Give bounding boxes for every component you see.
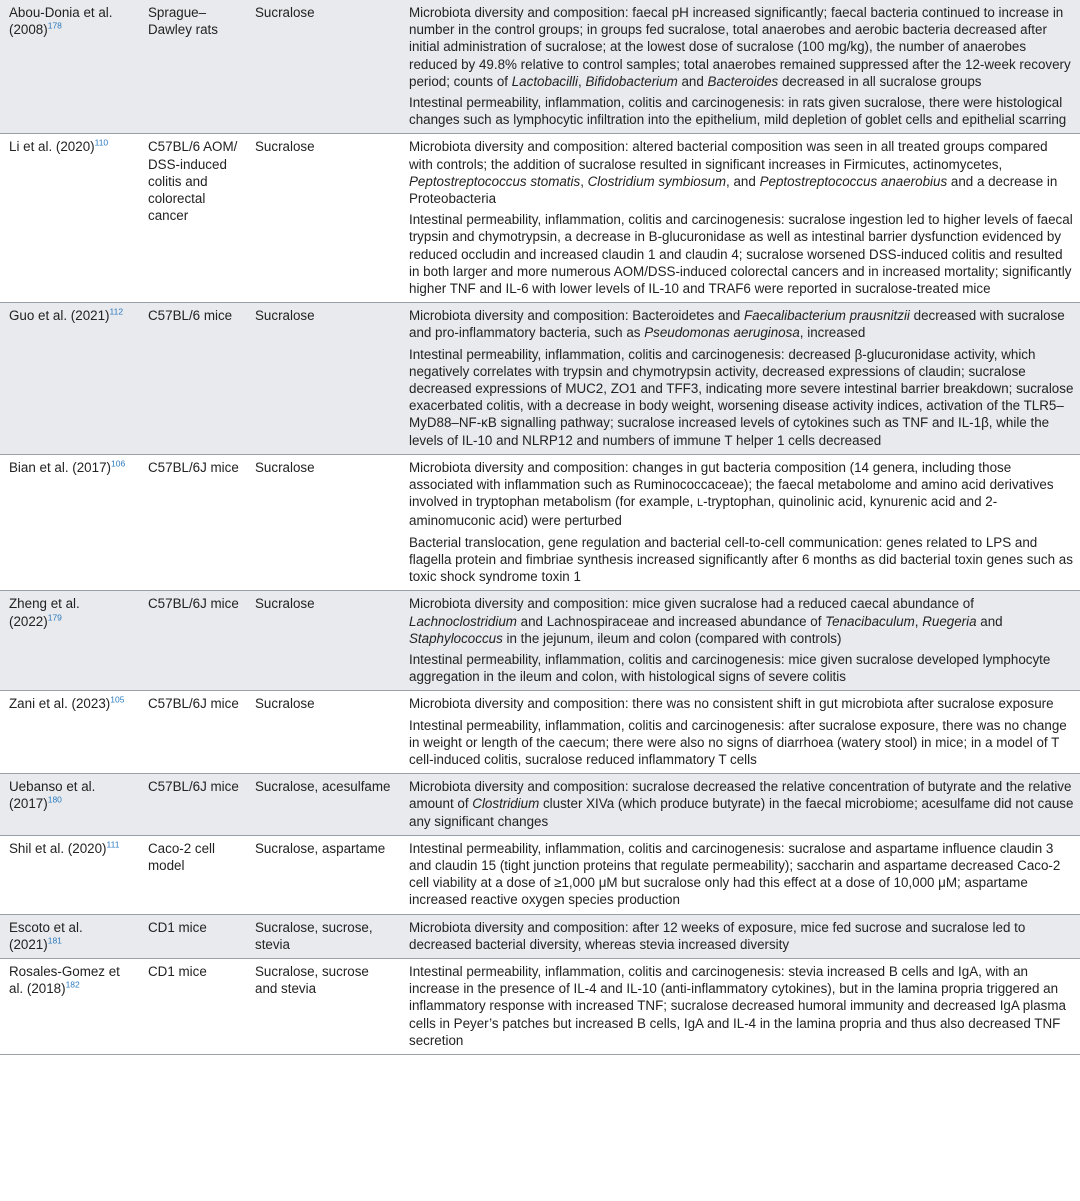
- study-citation: Li et al. (2020): [9, 139, 95, 155]
- table-row: [0, 959, 1080, 1055]
- finding-text: Bacterial translocation, gene regulation and bacterial cell-to-cell communication: genes related to LPS and flagella protein and fimbriae synthesis increased significantly after 6 months as did bacterial toxin genes such as toxic shock syndrome toxin 1: [409, 534, 1073, 585]
- findings-cell: [398, 959, 1080, 1054]
- finding-text: Microbiota diversity and composition: sucralose decreased the relative concentration of butyrate and the relative amount of: [409, 779, 1072, 812]
- finding-paragraph: [409, 307, 1074, 341]
- study-cell: [0, 836, 141, 914]
- table-row: [0, 774, 1080, 836]
- study-cell: [0, 455, 141, 590]
- finding-text: Microbiota diversity and composition: changes in gut bacteria composition (14 genera, including those associated with inflammation such as Ruminococcaceae); the faecal metabolome and amino acid derivatives involved in tryptophan metabolism (for example,: [409, 459, 1054, 510]
- study-citation: Rosales-Gomez et al. (2018): [9, 963, 120, 997]
- model-cell: C57BL/6J mice: [148, 696, 239, 712]
- table-row: [0, 836, 1080, 915]
- study-cell: [0, 774, 141, 835]
- model-cell: C57BL/6J mice: [148, 596, 239, 612]
- study-citation: Bian et al. (2017): [9, 459, 111, 475]
- reference-number: 105: [110, 694, 125, 705]
- model-cell: C57BL/6J mice: [148, 459, 239, 475]
- finding-text: Intestinal permeability, inflammation, colitis and carcinogenesis: stevia increased B cells and IgA, with an increase in the presence of IL-4 and IL-10 (anti-inflammatory cytokines), but in the lamina propria triggered an inflammatory response with increased TNF; sucralose decreased humoral immunity and decreased IgA plasma cells in Peyer’s patches but increased B cells, IgA and IL-4 in the lamina propria and thus also decreased TNF secretion: [409, 963, 1066, 1048]
- finding-text: Bacteroides: [707, 73, 779, 89]
- reference-number: 182: [65, 979, 80, 990]
- model-cell: C57BL/6 AOM/ DSS-induced colitis and colorectal cancer: [148, 139, 238, 224]
- sweetener-cell: Sucralose: [255, 139, 315, 155]
- finding-text: decreased with sucralose and pro-inflammatory bacteria, such as: [409, 308, 1065, 341]
- model-cell: CD1 mice: [148, 963, 207, 979]
- sweetener-cell: Sucralose, sucrose, stevia: [255, 919, 373, 952]
- finding-paragraph: [409, 919, 1074, 953]
- finding-text: Microbiota diversity and composition: faecal pH increased significantly; faecal bacteria continued to increase in number in the control groups; in groups fed sucralose, total anaerobes and aerobic bacteria decreased after initial administration of sucralose; at the lowest dose of sucralose (100 mg/kg), the number of anaerobes reduced by 49.8% relative to control samples; total anaerobes remained suppressed after the 12-week recovery period; counts of: [409, 5, 1071, 89]
- finding-text: cluster XIVa (which produce butyrate) in the faecal microbiome; acesulfame did not cause any significant changes: [409, 796, 1074, 829]
- finding-text: Lachnoclostridium: [409, 613, 517, 629]
- study-citation: Guo et al. (2021): [9, 308, 110, 324]
- finding-text: Microbiota diversity and composition: altered bacterial composition was seen in all treated groups compared with controls; the addition of sucralose resulted in significant increases in Firmicutes, actinomycetes,: [409, 139, 1048, 172]
- finding-paragraph: [409, 717, 1074, 769]
- study-cell: [0, 959, 141, 1054]
- finding-text: , and: [726, 173, 760, 189]
- model-cell: C57BL/6 mice: [148, 308, 233, 324]
- reference-number: 110: [94, 137, 109, 148]
- findings-cell: [398, 691, 1080, 773]
- findings-cell: [398, 455, 1080, 590]
- finding-text: Intestinal permeability, inflammation, colitis and carcinogenesis: mice given sucralose developed lymphocyte aggregation in the ileum and colon, with histological signs of severe colitis: [409, 651, 1051, 685]
- finding-text: Microbiota diversity and composition: mice given sucralose had a reduced caecal abundance of: [409, 596, 974, 612]
- finding-paragraph: [409, 534, 1074, 586]
- study-citation: Zheng et al. (2022): [9, 596, 80, 629]
- findings-cell: [398, 0, 1080, 133]
- findings-cell: [398, 836, 1080, 914]
- reference-number: 111: [106, 839, 120, 850]
- finding-paragraph: [409, 778, 1074, 830]
- finding-text: Microbiota diversity and composition: after 12 weeks of exposure, mice fed sucrose and sucralose led to decreased bacterial diversity, whereas stevia increased diversity: [409, 919, 1026, 952]
- finding-text: and: [677, 73, 708, 89]
- table-row: [0, 915, 1080, 959]
- finding-text: Lactobacilli: [511, 73, 578, 89]
- finding-text: ,: [577, 73, 586, 89]
- table-row: [0, 134, 1080, 303]
- reference-number: 112: [109, 306, 124, 317]
- model-cell: Caco-2 cell model: [148, 840, 215, 873]
- table-row: [0, 303, 1080, 455]
- study-cell: [0, 134, 141, 302]
- reference-number: 180: [47, 794, 62, 805]
- finding-text: Faecalibacterium prausnitzii: [743, 308, 910, 324]
- sweetener-cell: Sucralose: [255, 696, 315, 712]
- findings-cell: [398, 134, 1080, 302]
- finding-paragraph: [409, 695, 1074, 712]
- finding-text: ,: [580, 173, 588, 189]
- findings-cell: [398, 591, 1080, 690]
- sweetener-cell: Sucralose, sucrose and stevia: [255, 963, 369, 997]
- table-row: [0, 455, 1080, 591]
- reference-number: 181: [47, 935, 62, 946]
- finding-paragraph: [409, 459, 1074, 530]
- finding-text: and a decrease in Proteobacteria: [409, 173, 1058, 207]
- finding-text: ,: [914, 613, 923, 629]
- finding-text: Tenacibaculum: [825, 613, 915, 629]
- finding-text: Pseudomonas aeruginosa: [644, 325, 800, 341]
- finding-text: Microbiota diversity and composition: Bacteroidetes and: [409, 308, 744, 324]
- finding-text: and Lachnospiraceae and increased abundance of: [516, 613, 826, 629]
- findings-cell: [398, 303, 1080, 454]
- finding-paragraph: [409, 963, 1074, 1049]
- sweetener-cell: Sucralose, acesulfame: [255, 779, 391, 795]
- sweetener-cell: Sucralose: [255, 459, 315, 475]
- finding-text: , increased: [799, 325, 866, 341]
- study-citation: Abou-Donia et al. (2008): [9, 5, 113, 38]
- findings-cell: [398, 774, 1080, 835]
- finding-paragraph: [409, 138, 1074, 207]
- table-row: [0, 691, 1080, 774]
- finding-text: Microbiota diversity and composition: there was no consistent shift in gut microbiota after sucralose exposure: [409, 696, 1054, 712]
- study-cell: [0, 0, 141, 133]
- finding-paragraph: [409, 595, 1074, 647]
- finding-text: Clostridium: [472, 796, 540, 812]
- finding-text: decreased in all sucralose groups: [778, 73, 982, 89]
- finding-text: Ruegeria: [922, 613, 977, 629]
- model-cell: Sprague–Dawley rats: [148, 5, 218, 38]
- study-citation: Shil et al. (2020): [9, 840, 107, 856]
- finding-text: Peptostreptococcus anaerobius: [759, 173, 948, 189]
- model-cell: CD1 mice: [148, 919, 207, 935]
- sweetener-cell: Sucralose, aspartame: [255, 840, 386, 856]
- findings-cell: [398, 915, 1080, 958]
- reference-number: 179: [47, 612, 62, 623]
- finding-text: Peptostreptococcus stomatis: [409, 173, 581, 189]
- study-cell: [0, 691, 141, 773]
- finding-text: L: [697, 497, 704, 510]
- finding-paragraph: [409, 346, 1074, 449]
- finding-text: Intestinal permeability, inflammation, colitis and carcinogenesis: decreased β-glucuronidase activity, which negatively correlates with trypsin and chymotrypsin activity, decreased expressions of claudin; sucralose decreased expressions of MUC2, ZO1 and TFF3, indicating more severe intestinal barrier breakdown; sucralose exacerbated colitis, with a decrease in body weight, worsening disease activity indices, activation of the TLR5–MyD88–NF-κB signalling pathway; sucralose increased levels of cytokines such as TNF and IL-1β, while the levels of IL-10 and NLRP12 and numbers of immune T helper 1 cells decreased: [409, 346, 1074, 448]
- finding-paragraph: [409, 4, 1074, 90]
- study-cell: [0, 591, 141, 690]
- finding-text: and: [976, 613, 1003, 629]
- finding-paragraph: [409, 211, 1074, 297]
- study-citation: Zani et al. (2023): [9, 696, 111, 712]
- study-cell: [0, 303, 141, 454]
- study-cell: [0, 915, 141, 958]
- study-citation: Escoto et al. (2021): [9, 919, 83, 952]
- table-row: [0, 591, 1080, 691]
- finding-text: Clostridium symbiosum: [587, 173, 727, 189]
- sweetener-cell: Sucralose: [255, 5, 315, 20]
- finding-text: -tryptophan, quinolinic acid, kynurenic acid and 2-aminomuconic acid) were perturbed: [409, 494, 998, 529]
- model-cell: C57BL/6J mice: [148, 779, 239, 795]
- sweetener-cell: Sucralose: [255, 596, 315, 612]
- finding-text: in the jejunum, ileum and colon (compared with controls): [502, 630, 842, 646]
- finding-paragraph: [409, 651, 1074, 685]
- finding-text: Intestinal permeability, inflammation, colitis and carcinogenesis: in rats given sucralose, there were histological changes such as lymphocytic infiltration into the epithelium, mild depletion of goblet cells and epithelial scarring: [409, 95, 1067, 128]
- study-citation: Uebanso et al. (2017): [9, 779, 96, 812]
- sweetener-cell: Sucralose: [255, 308, 315, 324]
- finding-text: Intestinal permeability, inflammation, colitis and carcinogenesis: sucralose and aspartame influence claudin 3 and claudin 15 (tight junction proteins that regulate permeability); saccharin and aspartame decreased Caco-2 cell viability at a dose of ≥1,000 μM but sucralose only had this effect at a dose of 10,000 μM; aspartame increased reactive oxygen species production: [409, 840, 1061, 908]
- reference-number: 106: [110, 458, 126, 469]
- finding-paragraph: [409, 94, 1074, 128]
- finding-text: Staphylococcus: [409, 630, 503, 646]
- table-row: [0, 0, 1080, 134]
- finding-paragraph: [409, 840, 1074, 909]
- finding-text: Intestinal permeability, inflammation, colitis and carcinogenesis: sucralose ingestion led to higher levels of faecal trypsin and chymotrypsin, a decrease in B-glucuronidase as well as intestinal barrier dysfunction evidenced by reduced occludin and increased claudin 1 and claudin 4; sucralose worsened DSS-induced colitis and resulted in both larger and more numerous AOM/DSS-induced colorectal cancers and in increased mortality; significantly higher TNF and IL-6 with lower levels of IL-10 and TRAF6 were reported in sucralose-treated mice: [409, 212, 1073, 297]
- finding-text: Intestinal permeability, inflammation, colitis and carcinogenesis: after sucralose exposure, there was no change in weight or length of the caecum; there were also no signs of diarrhoea (watery stool) in mice; in a model of T cell-induced colitis, sucralose reduced inflammatory T cells: [409, 717, 1067, 767]
- finding-text: Bifidobacterium: [585, 73, 678, 89]
- reference-number: 178: [47, 20, 62, 31]
